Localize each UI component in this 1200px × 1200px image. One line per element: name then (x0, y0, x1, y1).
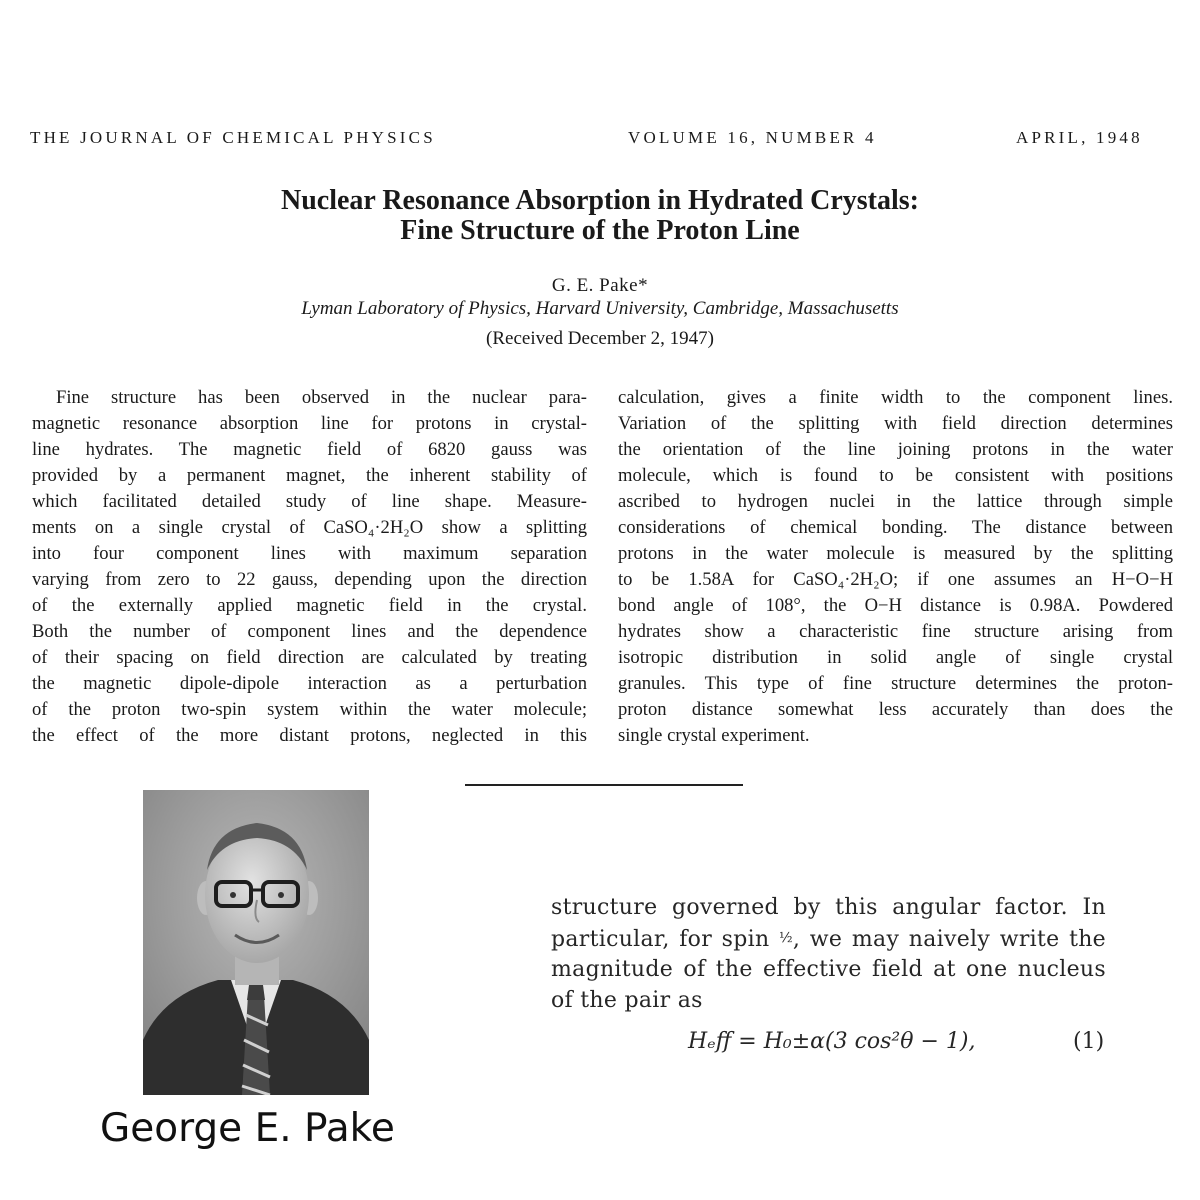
abstract-line: proton distance somewhat less accurately than does the (618, 699, 1173, 720)
portrait-illustration (143, 790, 369, 1095)
abstract-line: ascribed to hydrogen nuclei in the lattice through simple (618, 491, 1173, 512)
excerpt-text: particular, for spin (551, 927, 780, 952)
abstract-line: Variation of the splitting with field direction determines (618, 413, 1173, 434)
article-title-line-1: Nuclear Resonance Absorption in Hydrated Crystals: (280, 185, 920, 216)
author-name: G. E. Pake* (551, 275, 649, 296)
abstract-line: the effect of the more distant protons, neglected in this (32, 725, 587, 746)
journal-name: THE JOURNAL OF CHEMICAL PHYSICS (30, 128, 436, 147)
abstract-column-right (618, 385, 1173, 749)
abstract-line: ments on a single crystal of CaSO₄·2H₂O show a splitting (32, 517, 587, 538)
volume-number: VOLUME 16, NUMBER 4 (628, 128, 877, 147)
abstract-line: varying from zero to 22 gauss, depending upon the direction (32, 569, 587, 590)
equation-number: (1) (1073, 1029, 1105, 1054)
excerpt-text: , we may naively write the (792, 927, 1106, 952)
abstract-line: granules. This type of fine structure determines the proton- (618, 673, 1173, 694)
excerpt-line: of the pair as (551, 988, 703, 1013)
received-date: (Received December 2, 1947) (486, 328, 714, 349)
abstract-line: molecule, which is found to be consistent with positions (618, 465, 1173, 486)
article-title-line-2: Fine Structure of the Proton Line (400, 215, 800, 246)
abstract-line: of their spacing on field direction are calculated by treating (32, 647, 587, 668)
abstract-line: of the proton two-spin system within the water molecule; (32, 699, 587, 720)
equation-text: Hₑff = H₀±α(3 cos²θ − 1), (688, 1029, 976, 1054)
abstract-line: which facilitated detailed study of line shape. Measure- (32, 491, 587, 512)
abstract-line: calculation, gives a finite width to the component lines. (618, 387, 1173, 408)
abstract-line: magnetic resonance absorption line for protons in crystal- (32, 413, 587, 434)
portrait-photo (143, 790, 369, 1095)
issue-date: APRIL, 1948 (1016, 128, 1143, 147)
abstract-line: to be 1.58A for CaSO₄·2H₂O; if one assumes an H−O−H (618, 569, 1173, 590)
abstract-line: line hydrates. The magnetic field of 6820 gauss was (32, 439, 587, 460)
abstract-column-left (32, 385, 587, 749)
abstract-line: considerations of chemical bonding. The distance between (618, 517, 1173, 538)
abstract-line: hydrates show a characteristic fine structure arising from (618, 621, 1173, 642)
abstract-line: the magnetic dipole-dipole interaction as a perturbation (32, 673, 587, 694)
excerpt-line: magnitude of the effective field at one nucleus (551, 957, 1106, 982)
abstract-line: protons in the water molecule is measured by the splitting (618, 543, 1173, 564)
abstract-line: of the externally applied magnetic field in the crystal. (32, 595, 587, 616)
abstract-line: isotropic distribution in solid angle of single crystal (618, 647, 1173, 668)
equation (688, 1029, 976, 1054)
author-affiliation: Lyman Laboratory of Physics, Harvard University, Cambridge, Massachusetts (301, 298, 899, 319)
excerpt-line (551, 923, 1106, 955)
abstract-line: the orientation of the line joining protons in the water (618, 439, 1173, 460)
excerpt-line: structure governed by this angular factor. In (551, 895, 1106, 920)
spin-fraction: ½ (779, 930, 793, 946)
section-divider (465, 784, 743, 786)
abstract-line: provided by a permanent magnet, the inherent stability of (32, 465, 587, 486)
abstract-line: single crystal experiment. (618, 725, 810, 746)
abstract-line: into four component lines with maximum separation (32, 543, 587, 564)
photo-caption: George E. Pake (100, 1106, 395, 1151)
abstract-line: Fine structure has been observed in the nuclear para- (56, 387, 587, 408)
abstract-line: bond angle of 108°, the O−H distance is 0.98A. Powdered (618, 595, 1173, 616)
abstract-line: Both the number of component lines and the dependence (32, 621, 587, 642)
